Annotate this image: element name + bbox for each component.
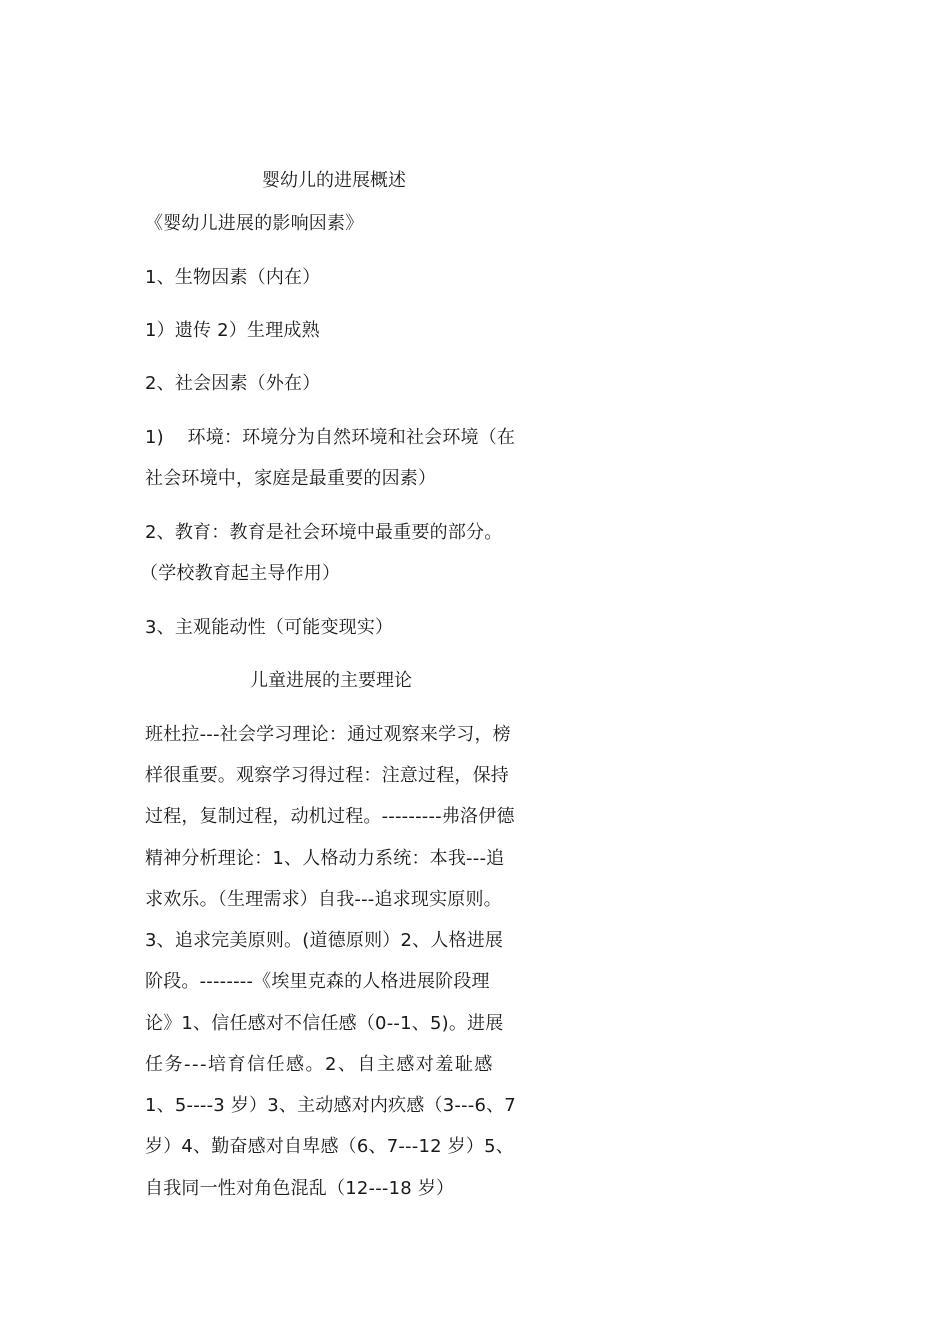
theory-line: 任务---培育信任感。2、自主感对羞耻感 bbox=[145, 1054, 494, 1075]
factor-biological-items: 1）遗传 2）生理成熟 bbox=[145, 320, 320, 341]
factor-subjective: 3、主观能动性（可能变现实） bbox=[145, 617, 394, 638]
theory-line: 班杜拉---社会学习理论：通过观察来学习，榜 bbox=[145, 724, 511, 745]
factor-biological: 1、生物因素（内在） bbox=[145, 267, 321, 288]
factor-social-environment-line2: 社会环境中，家庭是最重要的因素） bbox=[145, 468, 437, 489]
theory-line: 3、追求完美原则。(道德原则）2、人格进展 bbox=[145, 930, 504, 951]
theory-line: 岁）4、勤奋感对自卑感（6、7---12 岁）5、 bbox=[145, 1136, 514, 1157]
theory-line: 精神分析理论：1、人格动力系统：本我---追 bbox=[145, 848, 505, 869]
section2-title: 儿童进展的主要理论 bbox=[250, 670, 412, 691]
theory-line: 自我同一性对角色混乱（12---18 岁） bbox=[145, 1178, 455, 1199]
factor-social-education-line1: 2、教育：教育是社会环境中最重要的部分。 bbox=[145, 522, 503, 543]
factor-social-education-line2: （学校教育起主导作用） bbox=[140, 563, 341, 584]
theory-line: 求欢乐。（生理需求）自我---追求现实原则。 bbox=[145, 889, 502, 910]
theory-line: 1、5----3 岁）3、主动感对内疚感（3---6、7 bbox=[145, 1095, 516, 1116]
section1-heading: 《婴幼儿进展的影响因素》 bbox=[145, 213, 364, 234]
theory-line: 过程，复制过程，动机过程。---------弗洛伊德 bbox=[145, 806, 515, 827]
document-title: 婴幼儿的进展概述 bbox=[262, 170, 406, 191]
factor-social-environment-line1: 1) 环境：环境分为自然环境和社会环境（在 bbox=[145, 427, 516, 448]
theory-line: 样很重要。观察学习得过程：注意过程，保持 bbox=[145, 765, 509, 786]
factor-social: 2、社会因素（外在） bbox=[145, 373, 321, 394]
theory-line: 阶段。--------《埃里克森的人格进展阶段理 bbox=[145, 971, 490, 992]
theory-line: 论》1、信任感对不信任感（0--1、5)。进展 bbox=[145, 1013, 504, 1034]
